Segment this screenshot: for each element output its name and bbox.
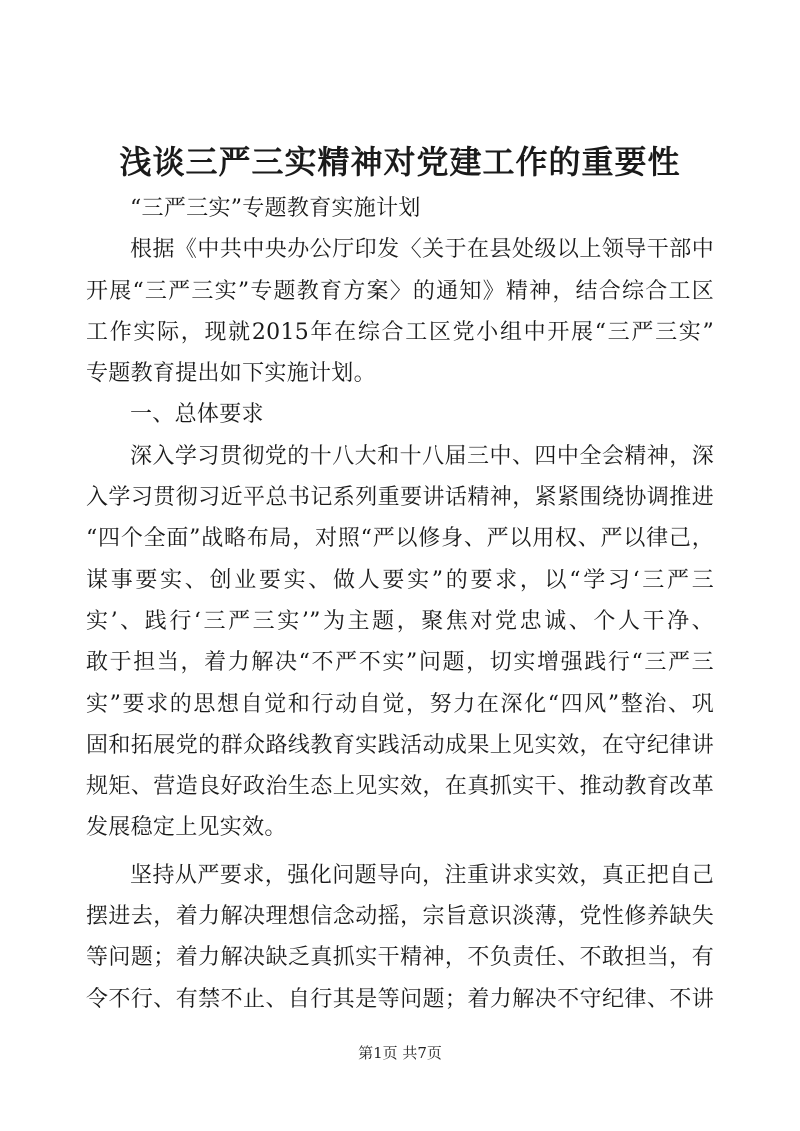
- paragraph-line: 令不行、有禁不止、自行其是等问题；着力解决不守纪律、不讲: [86, 986, 714, 1012]
- paragraph-line: 固和拓展党的群众路线教育实践活动成果上见实效，在守纪律讲: [86, 732, 714, 758]
- paragraph-line: 摆进去，着力解决理想信念动摇，宗旨意识淡薄，党性修养缺失: [86, 904, 714, 930]
- document-title: 浅谈三严三实精神对党建工作的重要性: [119, 143, 681, 181]
- subtitle-line: “三严三实”专题教育实施计划: [130, 196, 421, 221]
- paragraph-line: 专题教育提出如下实施计划。: [86, 361, 376, 387]
- paragraph-line: 入学习贯彻习近平总书记系列重要讲话精神，紧紧围绕协调推进: [86, 485, 714, 511]
- paragraph-line: 规矩、营造良好政治生态上见实效，在真抓实干、推动教育改革: [86, 774, 714, 800]
- paragraph-line: 等问题；着力解决缺乏真抓实干精神，不负责任、不敢担当，有: [86, 945, 714, 971]
- paragraph-line: 实”要求的思想自觉和行动自觉，努力在深化“四风”整治、巩: [86, 691, 714, 717]
- paragraph-line: 坚持从严要求，强化问题导向，注重讲求实效，真正把自己: [130, 862, 714, 888]
- paragraph-line: 开展“三严三实”专题教育方案〉的通知》精神，结合综合工区: [86, 278, 714, 304]
- page-number: 第1页 共7页: [358, 1044, 442, 1062]
- paragraph-line: 根据《中共中央办公厅印发〈关于在县处级以上领导干部中: [130, 237, 714, 263]
- document-body: [86, 188, 714, 1020]
- section-heading: 一、总体要求: [130, 402, 264, 428]
- paragraph-line: 工作实际，现就2015年在综合工区党小组中开展“三严三实”: [86, 319, 714, 345]
- paragraph-line: 深入学习贯彻党的十八大和十八届三中、四中全会精神，深: [130, 443, 714, 469]
- paragraph-line: “四个全面”战略布局，对照“严以修身、严以用权、严以律己，: [86, 526, 714, 552]
- paragraph-line: 敢于担当，着力解决“不严不实”问题，切实增强践行“三严三: [86, 650, 714, 676]
- paragraph-line: 发展稳定上见实效。: [86, 815, 287, 841]
- paragraph-line: 实’、践行‘三严三实’”为主题，聚焦对党忠诚、个人干净、: [86, 608, 714, 634]
- paragraph-line: 谋事要实、创业要实、做人要实”的要求，以“学习‘三严三: [86, 567, 714, 593]
